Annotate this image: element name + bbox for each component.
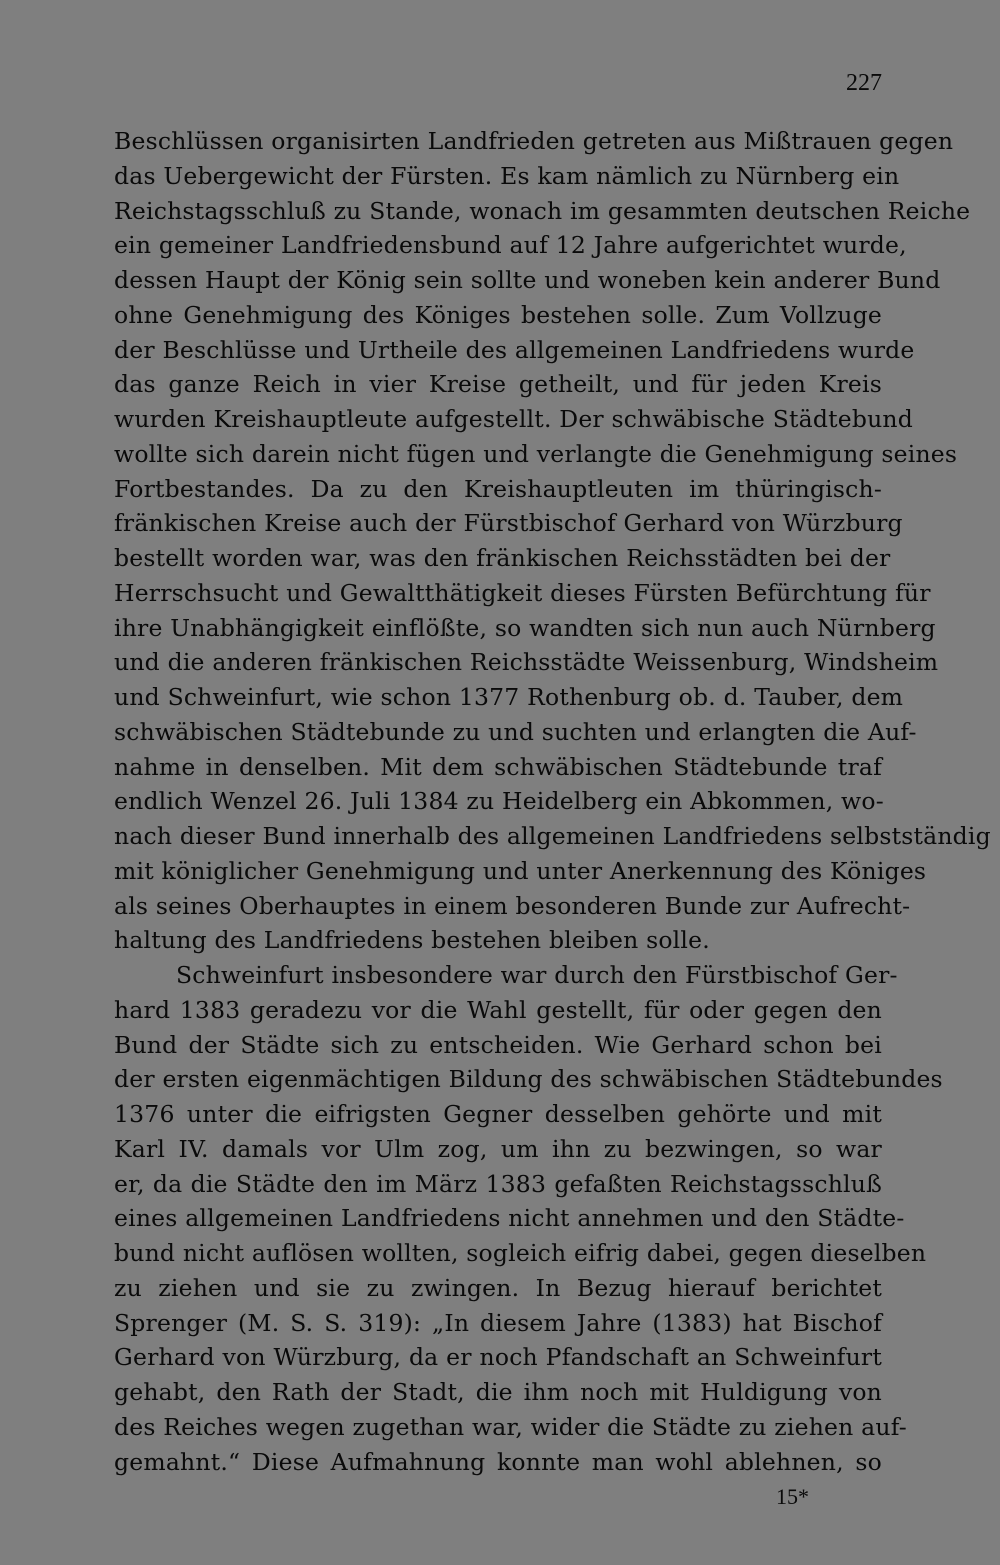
text-line: Fortbestandes. Da zu den Kreishauptleuten im thüringisch- xyxy=(114,474,882,503)
text-line: gehabt, den Rath der Stadt, die ihm noch mit Huldigung von xyxy=(114,1378,882,1406)
text-line: das ganze Reich in vier Kreise getheilt, und für jeden Kreis xyxy=(114,370,882,399)
text-line: Gerhard von Würzburg, da er noch Pfandschaft an Schweinfurt xyxy=(114,1343,882,1372)
text-line: Herrschsucht und Gewaltthätigkeit dieses Fürsten Befürchtung für xyxy=(114,578,931,607)
text-line: der Beschlüsse und Urtheile des allgemeinen Landfriedens wurde xyxy=(114,335,915,364)
text-line: ohne Genehmigung des Königes bestehen solle. Zum Vollzuge xyxy=(114,300,882,329)
text-line: endlich Wenzel 26. Juli 1384 zu Heidelberg ein Abkommen, wo- xyxy=(114,787,884,816)
page-number: 227 xyxy=(846,70,882,96)
text-line: gemahnt.“ Diese Aufmahnung konnte man wohl ablehnen, so xyxy=(114,1447,882,1476)
text-line: hard 1383 geradezu vor die Wahl gestellt, für oder gegen den xyxy=(114,995,882,1024)
text-line: dessen Haupt der König sein sollte und woneben kein anderer Bund xyxy=(114,266,941,294)
text-line: nach dieser Bund innerhalb des allgemeinen Landfriedens selbstständig xyxy=(114,822,991,850)
text-line: eines allgemeinen Landfriedens nicht annehmen und den Städte- xyxy=(114,1204,905,1233)
text-line: Beschlüssen organisirten Landfrieden getreten aus Mißtrauen gegen xyxy=(114,127,954,155)
text-line: des Reiches wegen zugethan war, wider die Städte zu ziehen auf- xyxy=(114,1412,907,1441)
text-line: schwäbischen Städtebunde zu und suchten und erlangten die Auf- xyxy=(114,717,917,746)
text-line: wurden Kreishauptleute aufgestellt. Der schwäbische Städtebund xyxy=(114,405,914,433)
text-line: mit königlicher Genehmigung und unter Anerkennung des Königes xyxy=(114,856,927,885)
text-line: der ersten eigenmächtigen Bildung des schwäbischen Städtebundes xyxy=(114,1065,943,1094)
text-line-paragraph-start: Schweinfurt insbesondere war durch den Fürstbischof Ger- xyxy=(176,961,898,989)
text-line: 1376 unter die eifrigsten Gegner desselben gehörte und mit xyxy=(114,1100,882,1128)
text-line: ihre Unabhängigkeit einflößte, so wandten sich nun auch Nürnberg xyxy=(114,613,936,642)
signature-mark: 15* xyxy=(776,1484,809,1509)
text-line: nahme in denselben. Mit dem schwäbischen Städtebunde traf xyxy=(114,752,882,781)
text-line: Sprenger (M. S. S. 319): „In diesem Jahre (1383) hat Bischof xyxy=(114,1308,882,1337)
text-line: und Schweinfurt, wie schon 1377 Rothenburg ob. d. Tauber, dem xyxy=(114,683,904,711)
text-line: Reichstagsschluß zu Stande, wonach im gesammten deutschen Reiche xyxy=(114,196,971,225)
text-line: und die anderen fränkischen Reichsstädte Weissenburg, Windsheim xyxy=(114,648,939,677)
text-line: ein gemeiner Landfriedensbund auf 12 Jahre aufgerichtet wurde, xyxy=(114,231,907,260)
body-text xyxy=(114,124,991,1479)
text-line: bestellt worden war, was den fränkischen Reichsstädten bei der xyxy=(114,544,891,572)
text-line: wollte sich darein nicht fügen und verlangte die Genehmigung seines xyxy=(114,439,958,468)
text-line: zu ziehen und sie zu zwingen. In Bezug hierauf berichtet xyxy=(114,1273,882,1302)
text-line: als seines Oberhauptes in einem besonderen Bunde zur Aufrecht- xyxy=(114,891,911,920)
text-line: bund nicht auflösen wollten, sogleich eifrig dabei, gegen dieselben xyxy=(114,1239,927,1267)
text-line: haltung des Landfriedens bestehen bleiben solle. xyxy=(114,926,710,955)
text-line: fränkischen Kreise auch der Fürstbischof Gerhard von Würzburg xyxy=(114,509,903,538)
text-line: Karl IV. damals vor Ulm zog, um ihn zu bezwingen, so war xyxy=(114,1134,882,1163)
text-line: das Uebergewicht der Fürsten. Es kam nämlich zu Nürnberg ein xyxy=(114,161,900,190)
text-line: er, da die Städte den im März 1383 gefaßten Reichstagsschluß xyxy=(114,1169,882,1198)
text-line: Bund der Städte sich zu entscheiden. Wie Gerhard schon bei xyxy=(114,1030,882,1059)
